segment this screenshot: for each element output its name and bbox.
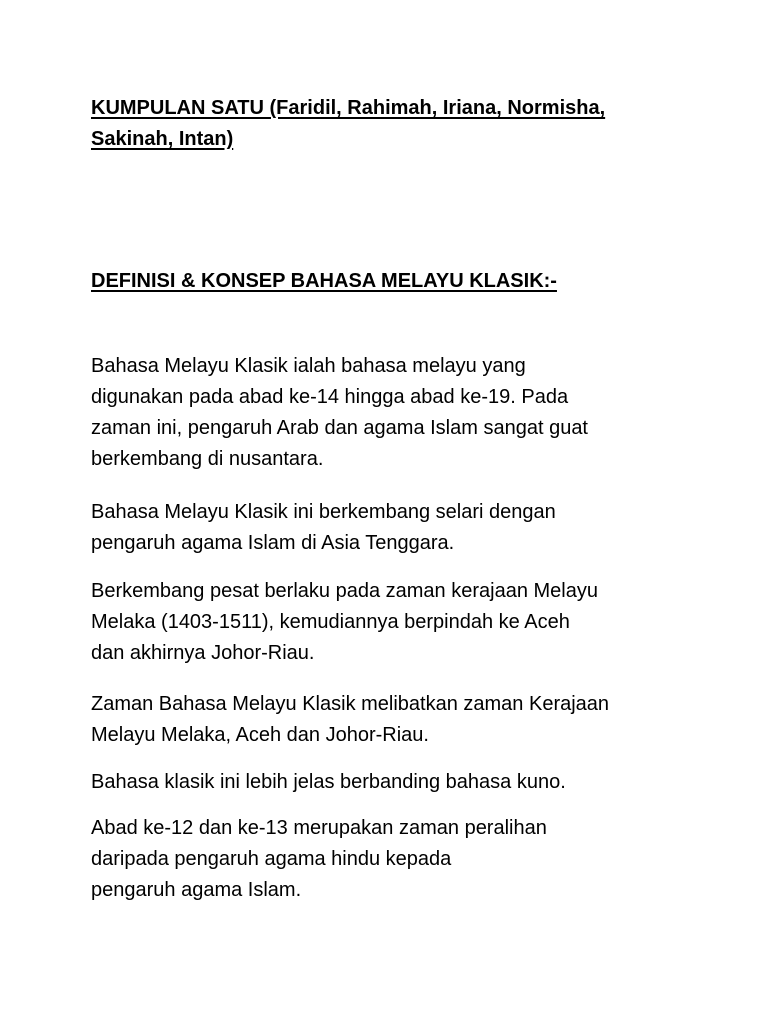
paragraph — [91, 767, 691, 798]
document-title — [91, 93, 691, 155]
paragraph-line: Bahasa klasik ini lebih jelas berbanding bahasa kuno. — [91, 771, 566, 793]
paragraph-line: Melaka (1403-1511), kemudiannya berpindah ke Aceh — [91, 611, 570, 633]
paragraph-line: pengaruh agama Islam. — [91, 879, 302, 901]
paragraph-line: Melayu Melaka, Aceh dan Johor-Riau. — [91, 724, 429, 746]
paragraph-line: pengaruh agama Islam di Asia Tenggara. — [91, 532, 455, 554]
paragraph — [91, 497, 691, 559]
paragraph-line: berkembang di nusantara. — [91, 448, 324, 470]
paragraph-line: Zaman Bahasa Melayu Klasik melibatkan zaman Kerajaan — [91, 693, 610, 715]
paragraph-line: zaman ini, pengaruh Arab dan agama Islam sangat guat — [91, 417, 588, 439]
paragraph-line: digunakan pada abad ke-14 hingga abad ke-19. Pada — [91, 386, 569, 408]
section-heading: DEFINISI & KONSEP BAHASA MELAYU KLASIK:- — [91, 270, 557, 292]
paragraph — [91, 576, 691, 669]
paragraph-line: Bahasa Melayu Klasik ini berkembang selari dengan — [91, 501, 556, 523]
paragraph-line: Bahasa Melayu Klasik ialah bahasa melayu yang — [91, 355, 526, 377]
paragraph-line: dan akhirnya Johor-Riau. — [91, 642, 315, 664]
title-line: Sakinah, Intan) — [91, 128, 234, 150]
paragraph — [91, 813, 691, 906]
paragraph-line: daripada pengaruh agama hindu kepada — [91, 848, 452, 870]
title-line: KUMPULAN SATU (Faridil, Rahimah, Iriana, Normisha, — [91, 97, 606, 119]
paragraph-line: Berkembang pesat berlaku pada zaman kerajaan Melayu — [91, 580, 598, 602]
paragraph — [91, 689, 691, 751]
paragraph-line: Abad ke-12 dan ke-13 merupakan zaman peralihan — [91, 817, 547, 839]
paragraph — [91, 351, 691, 475]
